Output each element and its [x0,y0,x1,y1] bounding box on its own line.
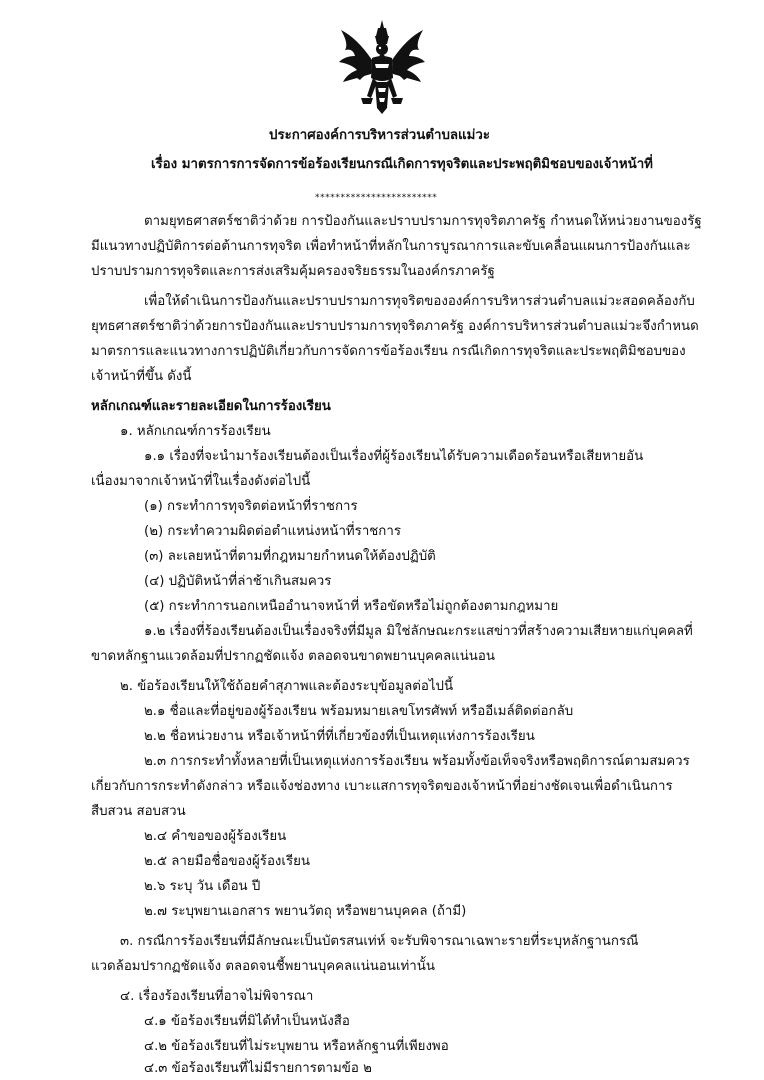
section-2-2: ๒.๒ ชื่อหน่วยงาน หรือเจ้าหน้าที่ที่เกี่ยวข้องที่เป็นเหตุแห่งการร้องเรียน [144,729,535,744]
section-1-item: (๕) กระทำการนอกเหนืออำนาจหน้าที่ หรือขัดหรือไม่ถูกต้องตามกฎหมาย [144,599,559,614]
section-1-2-line-2: ขาดหลักฐานแวดล้อมที่ปรากฏชัดแจ้ง ตลอดจนขาดพยานบุคคลแน่นอน [91,649,495,664]
intro-p1-line-3: ปราบปรามการทุจริตและการส่งเสริมคุ้มครองจริยธรรมในองค์กรภาครัฐ [91,264,495,279]
section-1-2-line-1: ๑.๒ เรื่องที่ร้องเรียนต้องเป็นเรื่องจริงที่มีมูล มิใช่ลักษณะกระแสข่าวที่สร้างความเสียหายแก่บุคคลที่ [144,624,693,639]
section-1-item: (๓) ละเลยหน้าที่ตามที่กฎหมายกำหนดให้ต้องปฏิบัติ [144,549,436,564]
section-4-item: ๔.๑ ข้อร้องเรียนที่มิได้ทำเป็นหนังสือ [144,1014,350,1029]
document-title: ประกาศองค์การบริหารส่วนตำบลแม่วะ [269,128,490,143]
section-1-1-line-1: ๑.๑ เรื่องที่จะนำมาร้องเรียนต้องเป็นเรื่องที่ผู้ร้องเรียนได้รับความเดือดร้อนหรือเสียหายอัน [144,449,644,464]
section-2-item: ๒.๗ ระบุพยานเอกสาร พยานวัตถุ หรือพยานบุคคล (ถ้ามี) [144,904,467,919]
separator-line: ************************ [315,193,438,203]
intro-p1-line-2: มีแนวทางปฏิบัติการต่อต้านการทุจริต เพื่อทำหน้าที่หลักในการบูรณาการและขับเคลื่อนแผนการป้องกันและ [91,239,691,254]
garuda-emblem-icon [327,18,437,118]
section-2-3-line-2: เกี่ยวกับการกระทำดังกล่าว หรือแจ้งช่องทาง เบาะแสการทุจริตของเจ้าหน้าที่อย่างชัดเจนเพื่อดำเนินการ [91,779,673,794]
section-1-heading: ๑. หลักเกณฑ์การร้องเรียน [120,424,271,439]
intro-p2-line-1: เพื่อให้ดำเนินการป้องกันและปราบปรามการทุจริตขององค์การบริหารส่วนตำบลแม่วะสอดคล้องกับ [144,294,695,309]
section-4-item: ๔.๒ ข้อร้องเรียนที่ไม่ระบุพยาน หรือหลักฐานที่เพียงพอ [144,1039,449,1054]
section-heading: หลักเกณฑ์และรายละเอียดในการร้องเรียน [91,399,331,414]
section-3-line-1: ๓. กรณีการร้องเรียนที่มีลักษณะเป็นบัตรสนเท่ห์ จะรับพิจารณาเฉพาะรายที่ระบุหลักฐานกรณี [120,934,639,949]
section-1-1-line-2: เนื่องมาจากเจ้าหน้าที่ในเรื่องดังต่อไปนี้ [91,474,311,489]
section-2-heading: ๒. ข้อร้องเรียนให้ใช้ถ้อยคำสุภาพและต้องระบุข้อมูลต่อไปนี้ [120,679,454,694]
section-2-item: ๒.๖ ระบุ วัน เดือน ปี [144,879,261,894]
section-1-item: (๒) กระทำความผิดต่อตำแหน่งหน้าที่ราชการ [144,524,401,539]
intro-p2-line-3: มาตรการและแนวทางการปฏิบัติเกี่ยวกับการจัดการข้อร้องเรียน กรณีเกิดการทุจริตและประพฤติมิชอบของ [91,344,686,359]
section-2-1: ๒.๑ ชื่อและที่อยู่ของผู้ร้องเรียน พร้อมหมายเลขโทรศัพท์ หรืออีเมล์ติดต่อกลับ [144,704,574,719]
section-1-item: (๑) กระทำการทุจริตต่อหน้าที่ราชการ [144,499,358,514]
document-subject: เรื่อง มาตรการการจัดการข้อร้องเรียนกรณีเกิดการทุจริตและประพฤติมิชอบของเจ้าหน้าที่ [151,157,653,172]
intro-p2-line-2: ยุทธศาสตร์ชาติว่าด้วยการป้องกันและปราบปรามการทุจริตภาครัฐ องค์การบริหารส่วนตำบลแม่วะจึงกำหนด [91,319,699,334]
section-4-heading: ๔. เรื่องร้องเรียนที่อาจไม่พิจารณา [120,989,314,1004]
section-2-item: ๒.๕ ลายมือชื่อของผู้ร้องเรียน [144,854,310,869]
section-3-line-2: แวดล้อมปรากฏชัดแจ้ง ตลอดจนชี้พยานบุคคลแน่นอนเท่านั้น [91,959,435,974]
intro-p2-line-4: เจ้าหน้าที่ขึ้น ดังนี้ [91,369,192,384]
section-4-item: ๔.๓ ข้อร้องเรียนที่ไม่มีรายการตามข้อ ๒ [144,1061,372,1076]
section-2-item: ๒.๔ คำขอของผู้ร้องเรียน [144,829,287,844]
section-1-item: (๔) ปฏิบัติหน้าที่ล่าช้าเกินสมควร [144,574,332,589]
intro-p1-line-1: ตามยุทธศาสตร์ชาติว่าด้วย การป้องกันและปราบปรามการทุจริตภาครัฐ กำหนดให้หน่วยงานของรัฐ [144,214,702,229]
section-2-3-line-1: ๒.๓ การกระทำทั้งหลายที่เป็นเหตุแห่งการร้องเรียน พร้อมทั้งข้อเท็จจริงหรือพฤติการณ์ตามสมควร [144,754,690,769]
section-2-3-line-3: สืบสวน สอบสวน [91,804,186,819]
